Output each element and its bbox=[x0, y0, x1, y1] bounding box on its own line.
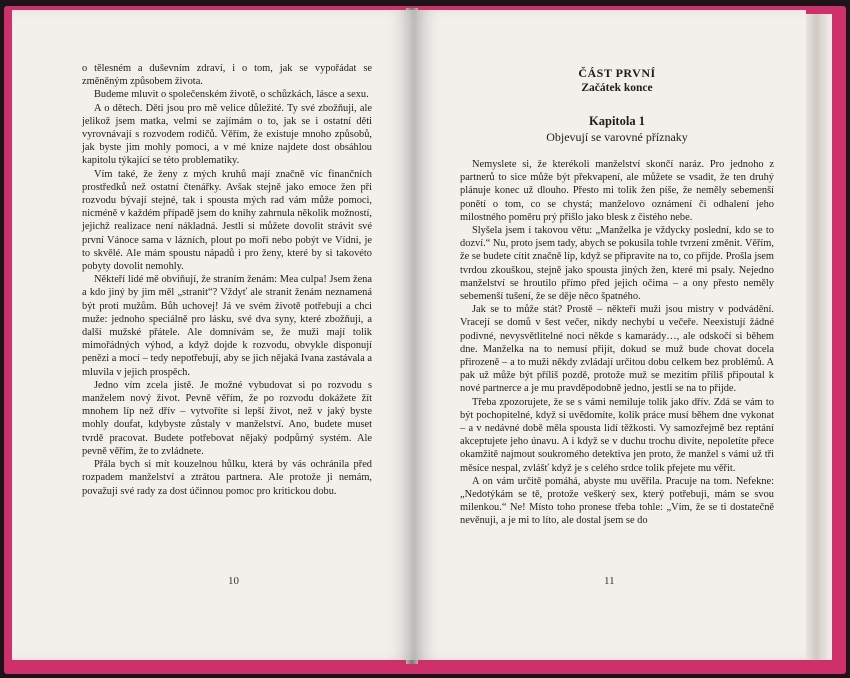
page-number: 11 bbox=[604, 575, 615, 587]
paragraph: Nemyslete si, že kterékoli manželství skončí naráz. Pro jednoho z partnerů to sice může být překvapení, ale můžete se vsadit, že ten druhý plánuje konec už dlouho. Přesto mi tolik žen píše, že neměly sebemenší ponětí o tom, co se chystá; manželovo oznámení či odhalení jeho milostného poměru prý přišlo jako blesk z čistého nebe. bbox=[460, 159, 774, 223]
paragraph: Třeba zpozorujete, že se s vámi nemiluje tolik jako dřív. Zdá se vám to být pochopitelné, když si uvědomíte, kolik práce musí během dne vykonat – a v nedávné době měla spousta lidí těžkosti. Vy samozřejmě bez reptání akceptujete jeho únavu. A i když se v duchu trochu divíte, nepoletíte přece okamžitě najmout soukromého detektiva jen proto, že manžel s vámi už tři měsíce nespal, zvlášť když je s celého srdce tolik přejete mu věřit. bbox=[460, 396, 774, 474]
paragraph: Jedno vím zcela jistě. Je možné vybudovat si po rozvodu s manželem nový život. Pevně věřím, že po rozvodu dokážete žít mnohem líp než dřív – vytvoříte si lepší život, než v jaký byste mohly doufat, kdybyste zůstaly v manželství. Ano, budete muset tvrdě pracovat. Budete potřebovat nějaký podpůrný systém. Ale pevně věřím, že to zvládnete. bbox=[82, 379, 372, 457]
part-subtitle: Začátek konce bbox=[581, 82, 653, 94]
right-page bbox=[414, 10, 806, 660]
paragraph: A o dětech. Děti jsou pro mě velice důležité. Ty své zbožňuji, ale jelikož jsem matka, velmi se zajímám o to, jak se i ostatní děti vyrovnávají s rozvodem rodičů. Věřím, že existuje mnoho způsobů, jak byste jim mohly pomoci, a v mé knize najdete dost obsáhlou kapitolu týkající se této problematiky. bbox=[82, 102, 372, 167]
paragraph: Vím také, že ženy z mých kruhů mají značně víc finančních prostředků než ostatní čtenářky. Avšak stejně jako emoce žen při rozvodu bývají stejné, tak i spousta mých rad vám může pomoci, nicméně v každém případě jsem do knihy zahrnula několik možností, jejichž realizace není nákladná. Jestli si můžete dovolit strávit své první Vánoce sama v lázních, plout po moři nebo pobýt ve Vídni, je to skvělé. Ale mám spoustu nápadů i pro ženy, které by si takovéto pobyty dovolit nemohly. bbox=[82, 168, 372, 273]
left-page bbox=[12, 10, 414, 660]
paragraph: Budeme mluvit o společenském životě, o schůzkách, lásce a sexu. bbox=[94, 89, 369, 101]
paragraph: Slyšela jsem i takovou větu: „Manželka je vždycky poslední, kdo se to dozví.“ Nu, proto jsem tady, abych se pokusila tohle tvrzení změnit. Věřím, že se budete cítit značně líp, když se připravíte na to, co přijde. Prošla jsem tvrdou zkouškou, stejně jako spousta jiných žen, které mi psaly. Nejedno manželství se hroutilo přímo před jejich očima – a ony přesto neměly sebemenší tušení, že se děje něco špatného. bbox=[460, 225, 774, 303]
paragraph: Jak se to může stát? Prostě – někteří muži jsou mistry v podvádění. Vracejí se domů v šest večer, nikdy nechybí u večeře. Neexistují žádné podivné, nevysvětlitelné noci někde s kamarády…, ale odskočí si během dne. Manželka na to nemusí přijít, dokud se muž bude chovat docela přirozeně – a to muži někdy zvládají určitou dobu celkem bez problémů. A pak už může být příliš pozdě, protože muž se mezitím příliš připoutal k nové partnerce a je mu pravděpodobně jedno, jestli se na to přijde. bbox=[460, 304, 774, 395]
page-edges bbox=[806, 14, 832, 660]
paragraph: o tělesném a duševním zdraví, i o tom, jak se vypořádat se změněným způsobem života. bbox=[82, 63, 372, 88]
chapter-label: Kapitola 1 bbox=[589, 114, 645, 128]
right-page-text bbox=[460, 158, 774, 528]
part-title: ČÁST PRVNÍ bbox=[578, 66, 656, 80]
paragraph: Přála bych si mít kouzelnou hůlku, která by vás ochránila před rozpadem manželství a ztrátou partnera. Ale protože ji nemám, považuji své rady za dost účinnou pomoc pro kritickou dobu. bbox=[82, 459, 372, 497]
paragraph: Někteří lidé mě obviňují, že straním ženám: Mea culpa! Jsem žena a kdo jiný by jim měl „stranit“? Vždyť ale stranit ženám neznamená být proti mužům. Bůh uchovej! Já ve svém životě potřebuji a chci muže: jednoho speciálně pro lásku, své dva syny, které zbožňuji, a další mužské přátele. Ale domnívám se, že muži mají tolik mimořádných výhod, a když dojde k rozvodu, obvykle disponují penězi a mocí – tedy nepotřebují, aby se jich nějaká Ivana zastávala a mluvila v jejich prospěch. bbox=[82, 274, 372, 378]
page-number: 10 bbox=[228, 575, 239, 587]
left-page-text bbox=[82, 62, 372, 498]
chapter-title: Objevují se varovné příznaky bbox=[546, 130, 688, 144]
paragraph: A on vám určitě pomáhá, abyste mu uvěřila. Pracuje na tom. Nefekne: „Nedotýkám se tě, protože veškerý sex, který potřebuji, mám se svou milenkou.“ Ne! Místo toho pronese třeba tohle: „Vím, že se ti dostatečně nevěnuji, a je mi to líto, ale dostal jsem se do bbox=[460, 475, 774, 527]
